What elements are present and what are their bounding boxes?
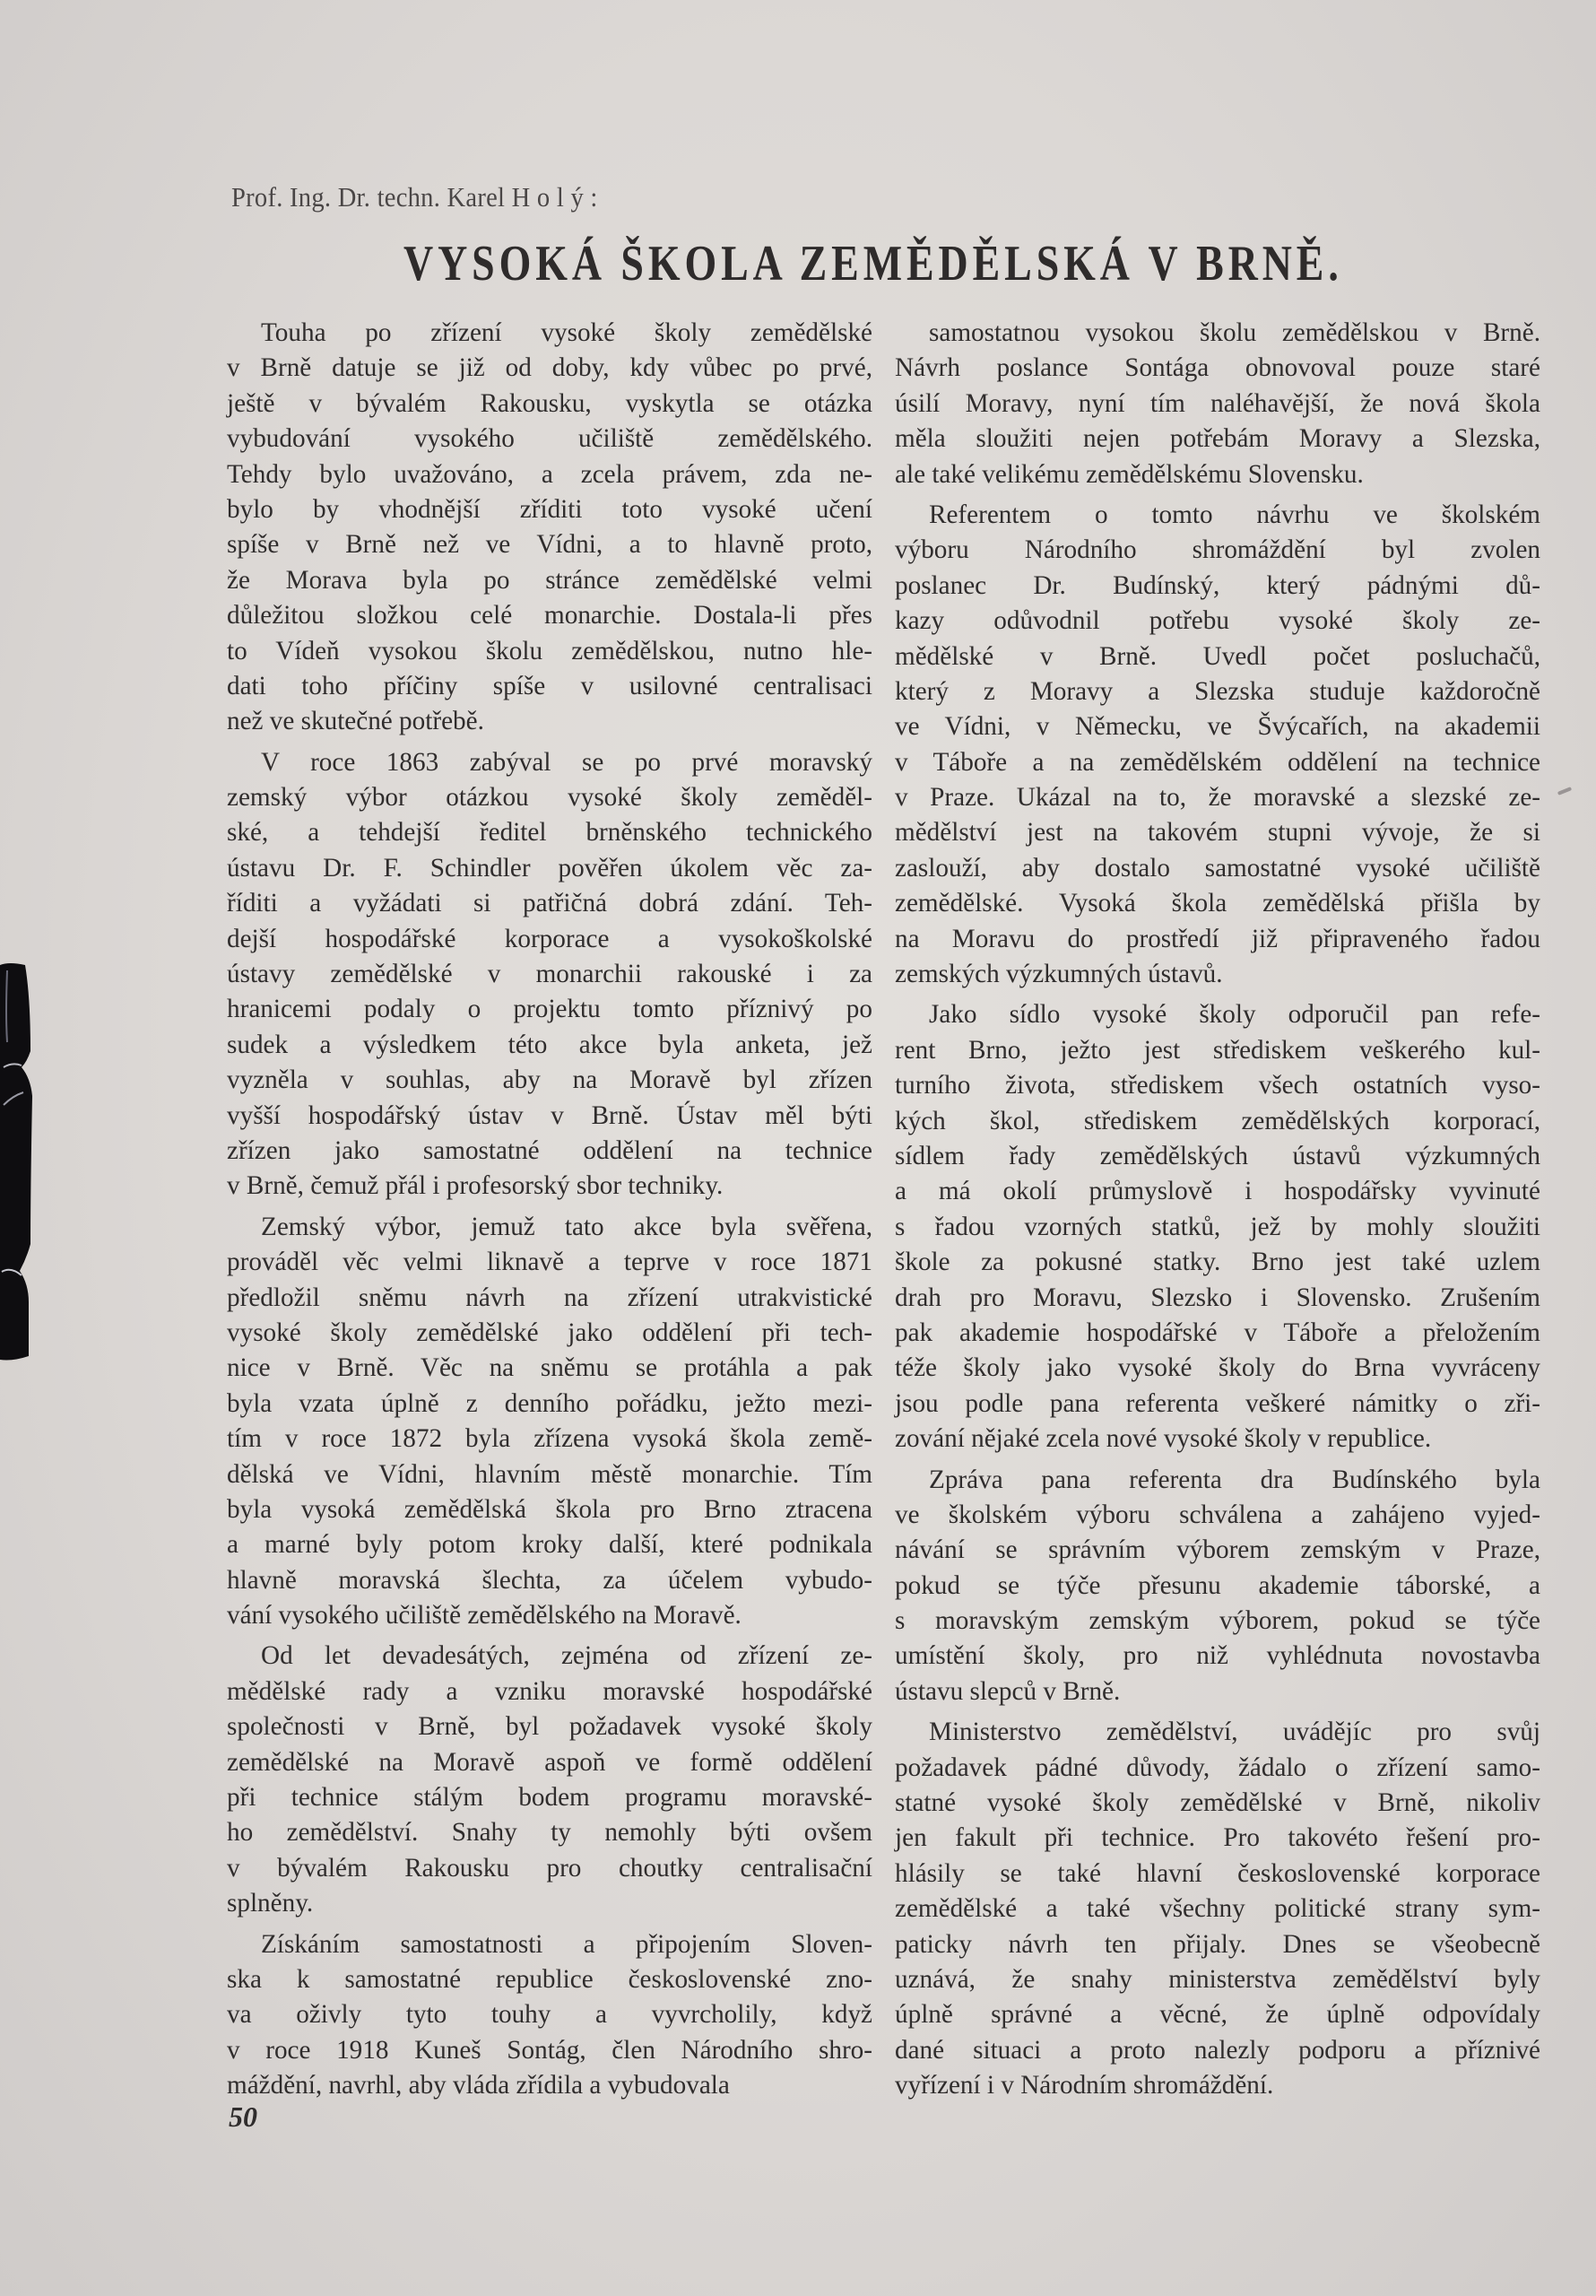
text-line: ústavu Dr. F. Schindler pověřen úkolem věc za- [227, 853, 872, 883]
paragraph [227, 1639, 872, 1921]
text-line: dané situaci a proto nalezly podporu a příznivé [895, 2035, 1540, 2065]
left-column [227, 316, 872, 2104]
text-line: důležitou složkou celé monarchie. Dostala-li přes [227, 601, 872, 631]
paragraph [227, 1210, 872, 1634]
text-line: návání se správním výborem zemským v Praze, [895, 1535, 1540, 1565]
text-line: paticky návrh ten přijaly. Dnes se všeobecně [895, 1929, 1540, 1959]
text-line: výboru Národního shromáždění byl zvolen [895, 535, 1540, 565]
text-line: ho zemědělství. Snahy ty nemohly býti ovšem [227, 1818, 872, 1848]
text-line: prováděl věc velmi liknavě a teprve v roce 1871 [227, 1248, 872, 1277]
text-line: zaslouží, aby dostalo samostatné vysoké učiliště [895, 853, 1540, 883]
page-number: 50 [229, 2100, 257, 2133]
text-line: drah pro Moravu, Slezsko i Slovensko. Zrušením [895, 1283, 1540, 1312]
text-line: ska k samostatné republice československé zno- [227, 1964, 872, 1994]
text-line: který z Moravy a Slezska studuje každoročně [895, 676, 1540, 706]
text-line: v Brně, čemuž přál i profesorský sbor techniky. [227, 1171, 724, 1201]
text-line: poslanec Dr. Budínský, který pádnými dů- [895, 570, 1540, 600]
text-line: dejší hospodářské korporace a vysokoškolské [227, 924, 872, 953]
text-line: to Vídeň vysokou školu zemědělskou, nutno hle- [227, 636, 872, 665]
text-line: v roce 1918 Kuneš Sontág, člen Národního shro- [227, 2035, 872, 2065]
text-line: Zemský výbor, jemuž tato akce byla svěřena, [261, 1212, 872, 1241]
text-line: vyřízení i v Národním shromáždění. [895, 2071, 1274, 2100]
paragraph [895, 1715, 1540, 2103]
text-line: a marné byly potom kroky další, které podnikala [227, 1530, 872, 1560]
text-line: vání vysokého učiliště zemědělského na Moravě. [227, 1601, 742, 1631]
text-line: hlásily se také hlavní československé korporace [895, 1858, 1540, 1888]
text-line: že Morava byla po stránce zemědělské velmi [227, 565, 872, 595]
text-line: předložil sněmu návrh na zřízení utrakvistické [227, 1283, 872, 1312]
paragraph [227, 316, 872, 740]
text-line: tím v roce 1872 byla zřízena vysoká škola země- [227, 1424, 872, 1454]
text-line: zemědělské a také všechny politické strany sym- [895, 1894, 1540, 1924]
text-line: téže školy jako vysoké školy do Brna vyvráceny [895, 1353, 1540, 1383]
text-line: va oživly tyto touhy a vyvrcholily, když [227, 2000, 872, 2030]
margin-mark [1557, 787, 1572, 796]
text-line: dati toho příčiny spíše v usilovné centralisaci [227, 671, 872, 700]
text-line: s moravským zemským výborem, pokud se týče [895, 1606, 1540, 1636]
text-line: a má okolí průmyslově i hospodářsky vyvinuté [895, 1177, 1540, 1206]
text-line: sídlem řady zemědělských ústavů výzkumných [895, 1141, 1540, 1170]
text-line: vybudování vysokého učiliště zemědělského. [227, 424, 872, 454]
text-line: kých škol, střediskem zemědělských korporací, [895, 1106, 1540, 1135]
text-line: ské, a tehdejší ředitel brněnského technického [227, 818, 872, 848]
paragraph [895, 498, 1540, 992]
text-line: vyšší hospodářský ústav v Brně. Ústav měl býti [227, 1100, 872, 1130]
text-line: zemědělské. Vysoká škola zemědělská přišla by [895, 889, 1540, 918]
binder-clip-icon [0, 961, 34, 1363]
text-line: Návrh poslance Sontága obnovoval pouze staré [895, 353, 1540, 383]
text-line: jen fakult při technice. Pro takovéto řešení pro- [895, 1823, 1540, 1853]
paragraph [895, 997, 1540, 1457]
text-line: Jako sídlo vysoké školy odporučil pan refe- [929, 1000, 1540, 1030]
text-line: Od let devadesátých, zejména od zřízení ze- [261, 1641, 872, 1671]
text-line: Zpráva pana referenta dra Budínského byla [929, 1465, 1540, 1494]
text-line: nice v Brně. Věc na sněmu se protáhla a pak [227, 1353, 872, 1383]
text-line: byla vzata úplně z denního pořádku, ježto mezi- [227, 1388, 872, 1418]
text-line: dělská ve Vídni, hlavním městě monarchie. Tím [227, 1459, 872, 1489]
text-line: při technice stálým bodem programu moravské- [227, 1783, 872, 1813]
text-line: společnosti v Brně, byl požadavek vysoké školy [227, 1712, 872, 1742]
text-line: zování nějaké zcela nové vysoké školy v republice. [895, 1424, 1432, 1454]
text-line: pak akademie hospodářské v Táboře a přeložením [895, 1318, 1540, 1347]
text-line: zemských výzkumných ústavů. [895, 960, 1223, 989]
text-line: bylo by vhodnější zříditi toto vysoké učení [227, 494, 872, 524]
text-line: v Brně datuje se již od doby, kdy vůbec po prvé, [227, 353, 872, 383]
text-line: Tehdy bylo uvažováno, a zcela právem, zda ne- [227, 459, 872, 489]
text-line: než ve skutečné potřebě. [227, 707, 484, 736]
text-line: uznává, že snahy ministerstva zemědělství byly [895, 1964, 1540, 1994]
text-line: statné vysoké školy zemědělské v Brně, nikoliv [895, 1788, 1540, 1818]
text-line: s řadou vzorných statků, jež by mohly sloužiti [895, 1212, 1540, 1241]
text-line: spíše v Brně než ve Vídni, a to hlavně proto, [227, 530, 872, 560]
text-line: v Praze. Ukázal na to, že moravské a slezské ze- [895, 783, 1540, 813]
paragraph [895, 316, 1540, 492]
text-line: byla vysoká zemědělská škola pro Brno ztracena [227, 1494, 872, 1524]
text-line: sudek a výsledkem této akce byla anketa, jež [227, 1030, 872, 1059]
text-line: měla sloužiti nejen potřebám Moravy a Slezska, [895, 424, 1540, 454]
text-line: Referentem o tomto návrhu ve školském [929, 500, 1540, 529]
text-line: V roce 1863 zabýval se po prvé moravský [261, 747, 872, 777]
paragraph [227, 745, 872, 1205]
text-line: úsilí Moravy, nyní tím naléhavější, že nová škola [895, 388, 1540, 418]
text-line: na Moravu do prostředí již připraveného řadou [895, 924, 1540, 953]
text-line: ve Vídni, v Německu, ve Švýcařích, na akademii [895, 712, 1540, 742]
text-line: požadavek pádné důvody, žádalo o zřízení samo- [895, 1752, 1540, 1782]
paragraph [227, 1927, 872, 2104]
text-line: pokud se týče přesunu akademie táborské, a [895, 1570, 1540, 1600]
text-line: úplně správné a věcné, že úplně odpovídaly [895, 2000, 1540, 2030]
text-line: jsou podle pana referenta veškeré námitky o zři- [895, 1388, 1540, 1418]
paragraph [895, 1463, 1540, 1710]
article-title: VYSOKÁ ŠKOLA ZEMĚDĚLSKÁ V BRNĚ. [403, 236, 1343, 291]
text-line: mědělství jest na takovém stupni vývoje, že si [895, 818, 1540, 848]
text-line: samostatnou vysokou školu zemědělskou v Brně. [929, 318, 1540, 347]
text-line: hlavně moravská šlechta, za účelem vybudo- [227, 1565, 872, 1595]
text-line: zřízen jako samostatné oddělení na technice [227, 1135, 872, 1165]
text-line: říditi a vyžádati si patřičná dobrá zdání. Teh- [227, 889, 872, 918]
text-line: Touha po zřízení vysoké školy zemědělské [261, 318, 872, 347]
text-line: máždění, navrhl, aby vláda zřídila a vybudovala [227, 2071, 730, 2100]
text-line: ale také velikému zemědělskému Slovensku. [895, 459, 1364, 489]
text-line: zemědělské na Moravě aspoň ve formě oddělení [227, 1747, 872, 1777]
text-line: Ministerstvo zemědělství, uvádějíc pro svůj [929, 1718, 1540, 1747]
text-line: mědělské rady a vzniku moravské hospodářské [227, 1676, 872, 1706]
text-line: vyzněla v souhlas, aby na Moravě byl zřízen [227, 1065, 872, 1095]
text-line: rent Brno, ježto jest střediskem veškerého kul- [895, 1035, 1540, 1065]
article-author: Prof. Ing. Dr. techn. Karel H o l ý : [231, 181, 598, 213]
text-line: ústavu slepců v Brně. [895, 1676, 1121, 1706]
text-line: kazy odůvodnil potřebu vysoké školy ze- [895, 606, 1540, 636]
text-line: splněny. [227, 1889, 314, 1918]
text-line: v Táboře a na zemědělském oddělení na technice [895, 747, 1540, 777]
text-line: vysoké školy zemědělské jako oddělení při tech- [227, 1318, 872, 1347]
text-line: ve školském výboru schválena a zahájeno vyjed- [895, 1500, 1540, 1529]
text-line: hranicemi podaly o projektu tomto příznivý po [227, 995, 872, 1024]
text-line: zemský výbor otázkou vysoké školy zeměděl- [227, 783, 872, 813]
text-line: škole za pokusné statky. Brno jest také uzlem [895, 1248, 1540, 1277]
text-line: ústavy zemědělské v monarchii rakouské i za [227, 960, 872, 989]
text-line: v bývalém Rakousku pro choutky centralisační [227, 1853, 872, 1883]
text-line: Získáním samostatnosti a připojením Sloven- [261, 1929, 872, 1959]
text-line: turního života, střediskem všech ostatních vyso- [895, 1071, 1540, 1100]
text-line: umístění školy, pro niž vyhlédnuta novostavba [895, 1641, 1540, 1671]
right-column [895, 316, 1540, 2104]
text-line: mědělské v Brně. Uvedl počet posluchačů, [895, 641, 1540, 671]
text-line: ještě v bývalém Rakousku, vyskytla se otázka [227, 388, 872, 418]
